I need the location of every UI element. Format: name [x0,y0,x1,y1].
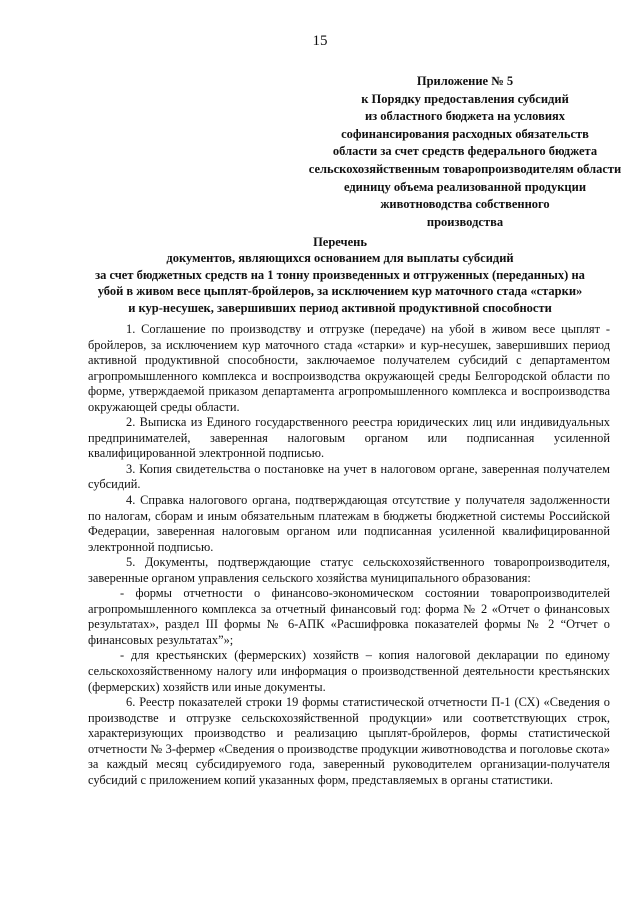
title-line: и кур-несушек, завершивших период активной продуктивной способности [128,300,552,315]
title-line: убой в живом весе цыплят-бройлеров, за исключением кур маточного стада «старки» [97,284,583,299]
appendix-line: области за счет средств федерального бюджета [332,144,598,159]
list-subitem-forms: - формы отчетности о финансово-экономическом состоянии товаропроизводителей агропромышленного комплекса за отчетный финансовый год: форма № 2 «Отчет о финансовых результатах», раздел III формы № 6-АПК «Расшифровка показателей формы № 2 “Отчет о финансовых результатах”»; [88,586,610,647]
appendix-line: из областного бюджета на условиях [364,109,566,124]
appendix-line: Приложение № 5 [416,74,514,88]
appendix-header [300,73,630,231]
appendix-line: сельскохозяйственным товаропроизводителям области [308,161,622,176]
list-item-5: 5. Документы, подтверждающие статус сельскохозяйственного товаропроизводителя, заверенные органом управления сельского хозяйства муниципального образования: [88,555,610,585]
list-item-1: 1. Соглашение по производству и отгрузке (передаче) на убой в живом весе цыплят - бройлеров, за исключением кур маточного стада «старки» и кур-несушек, завершивших период активной продуктивной способности, заключаемое получателем субсидий с департаментом агропромышленного комплекса и воспроизводства окружающей среды Белгородской области по форме, утверждаемой приказом департамента агропромышленного комплекса и воспроизводства окружающей среды области. [88,322,610,414]
title-line: за счет бюджетных средств на 1 тонну произведенных и отгруженных (переданных) на [95,267,585,282]
appendix-line: единицу объема реализованной продукции [343,179,587,194]
appendix-line: производства [426,214,504,229]
list-item-2: 2. Выписка из Единого государственного реестра юридических лиц или индивидуальных предпринимателей, заверенная налоговым органом или подписанная усиленной квалифицированной электронной подписью. [88,415,610,461]
appendix-line: животноводства собственного [380,197,550,212]
list-item-4: 4. Справка налогового органа, подтверждающая отсутствие у получателя задолженности по налогам, сборам и иным обязательным платежам в бюджеты бюджетной системы Российской Федерации, заверенная налоговым органом или подписанная усиленной квалифицированной электронной подписью. [88,493,610,554]
title-line: документов, являющихся основанием для выплаты субсидий [166,251,514,266]
document-body [88,322,610,788]
appendix-line: софинансирования расходных обязательств [341,126,589,141]
appendix-line: к Порядку предоставления субсидий [361,91,569,106]
list-subitem-farms: - для крестьянских (фермерских) хозяйств – копия налоговой декларации по единому сельскохозяйственному налогу или информация о производственной деятельности крестьянских (фермерских) хозяйств или иные документы. [88,648,610,694]
list-item-6: 6. Реестр показателей строки 19 формы статистической отчетности П-1 (СХ) «Сведения о производстве и отгрузке сельскохозяйственной продукции» или соответствующих строк, характеризующих производство и реализацию цыплят-бройлеров, формы статистической отчетности № 3-фермер «Сведения о производстве продукции животноводства и поголовье скота» за каждый месяц субсидируемого года, заверенный руководителем организации-получателя субсидий с приложением копий указанных форм, представляемых в органы статистики. [88,695,610,787]
title-heading: Перечень [313,235,367,249]
document-title [60,234,620,316]
list-item-3: 3. Копия свидетельства о постановке на учет в налоговом органе, заверенная получателем субсидий. [88,461,610,492]
page-number: 15 [312,33,328,49]
